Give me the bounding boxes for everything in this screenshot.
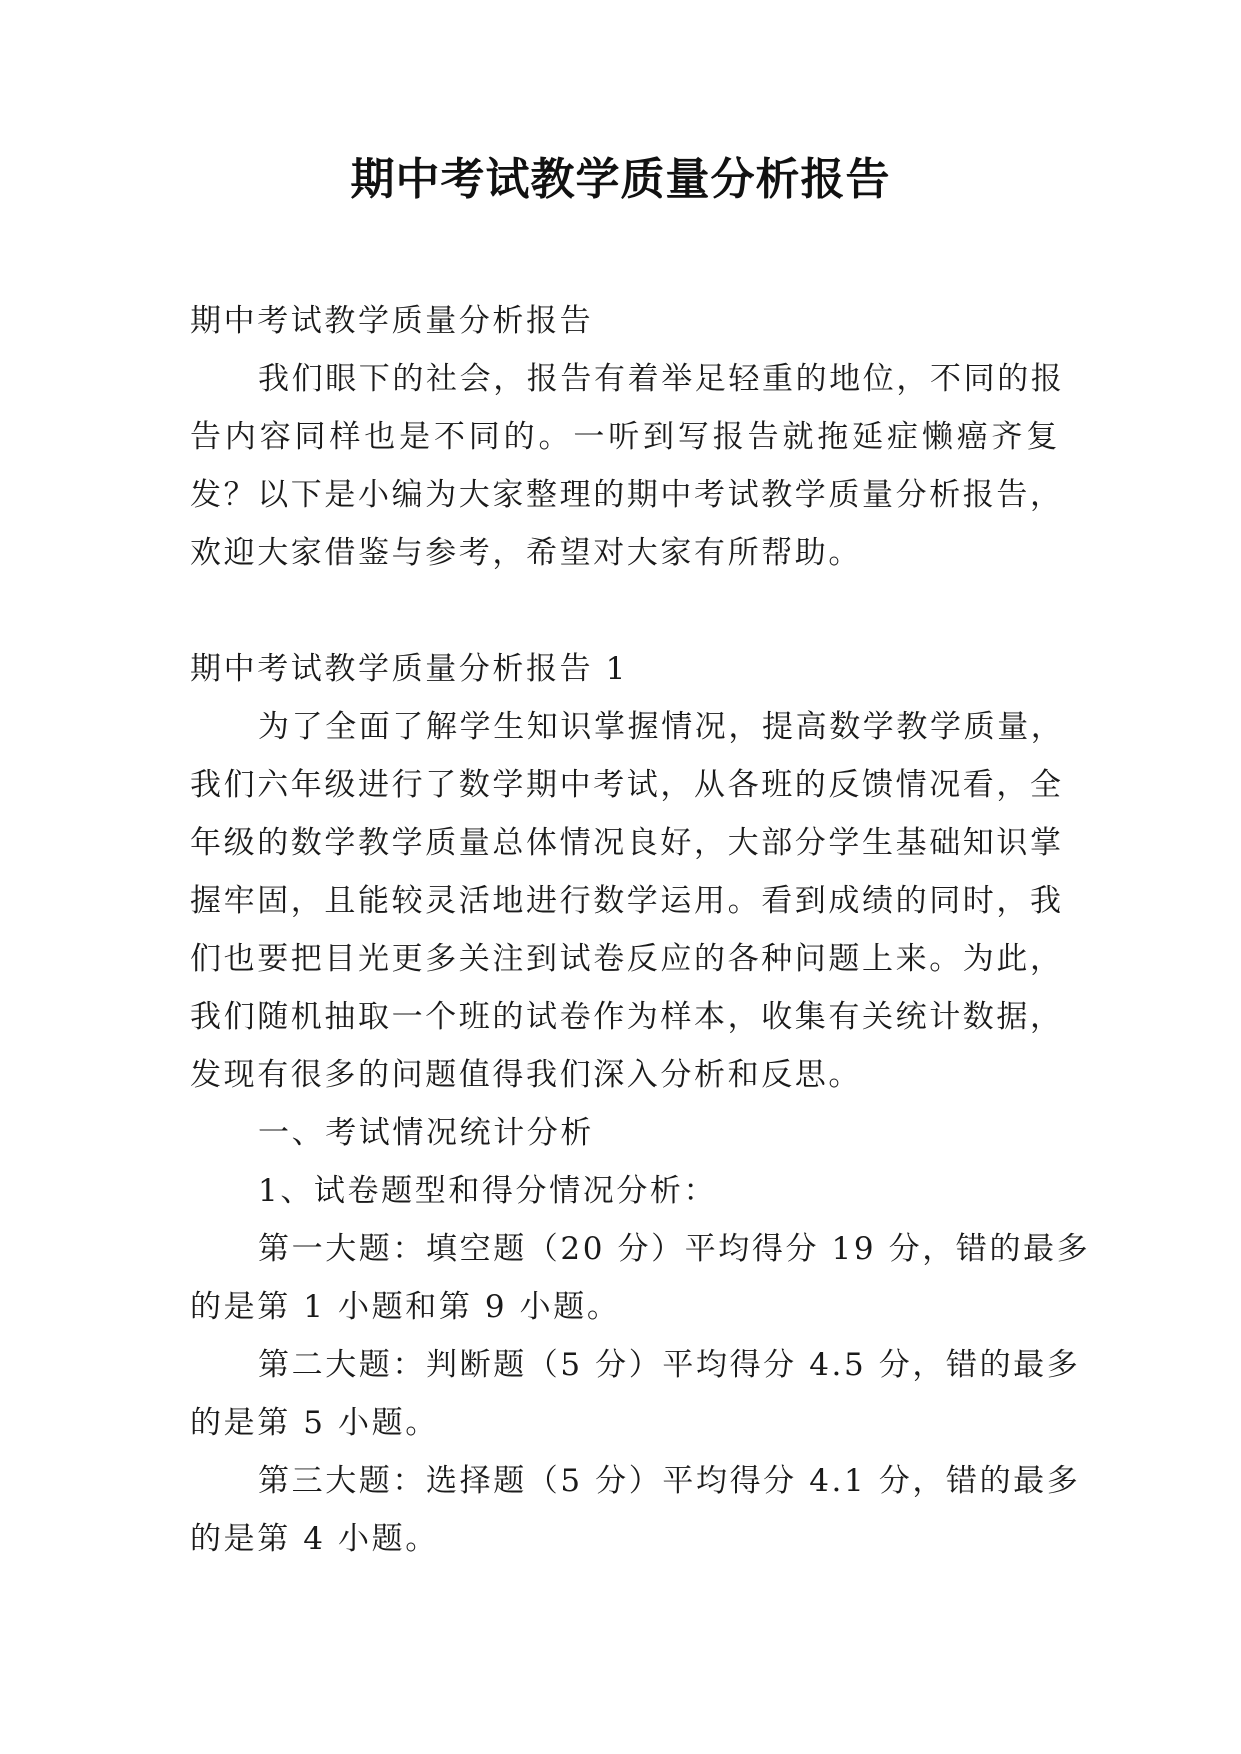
- paragraph-line: 我们六年级进行了数学期中考试，从各班的反馈情况看，全: [190, 767, 1064, 803]
- paragraph-gap: [190, 582, 1060, 640]
- paragraph-line: 的是第 4 小题。: [190, 1521, 439, 1557]
- paragraph-line: 们也要把目光更多关注到试卷反应的各种问题上来。为此，: [190, 941, 1064, 977]
- subsection-heading: 一、考试情况统计分析: [258, 1115, 594, 1151]
- paragraph-line: 告内容同样也是不同的。一听到写报告就拖延症懒癌齐复: [190, 419, 1060, 455]
- paragraph-line: 第二大题：判断题（5 分）平均得分 4.5 分，错的最多: [258, 1347, 1081, 1383]
- paragraph-line: 发？以下是小编为大家整理的期中考试教学质量分析报告，: [190, 477, 1064, 513]
- paragraph-line: 第一大题：填空题（20 分）平均得分 19 分，错的最多: [258, 1231, 1091, 1267]
- paragraph-line: 第三大题：选择题（5 分）平均得分 4.1 分，错的最多: [258, 1463, 1081, 1499]
- paragraph-line: 我们随机抽取一个班的试卷作为样本，收集有关统计数据，: [190, 999, 1064, 1035]
- subsection-heading: 1、试卷题型和得分情况分析：: [258, 1173, 718, 1209]
- paragraph-line: 的是第 5 小题。: [190, 1405, 439, 1441]
- section-heading-report-1: 期中考试教学质量分析报告 1: [190, 651, 628, 687]
- paragraph-line: 欢迎大家借鉴与参考，希望对大家有所帮助。: [190, 535, 862, 571]
- paragraph-line: 为了全面了解学生知识掌握情况，提高数学教学质量，: [258, 709, 1065, 745]
- paragraph-line: 的是第 1 小题和第 9 小题。: [190, 1289, 621, 1325]
- document-body: [190, 292, 1091, 1568]
- paragraph-line: 我们眼下的社会，报告有着举足轻重的地位，不同的报: [258, 361, 1065, 397]
- document-title: 期中考试教学质量分析报告: [350, 154, 891, 205]
- paragraph-line: 发现有很多的问题值得我们深入分析和反思。: [190, 1057, 862, 1093]
- paragraph-line: 握牢固，且能较灵活地进行数学运用。看到成绩的同时，我: [190, 883, 1064, 919]
- section-heading-intro: 期中考试教学质量分析报告: [190, 303, 594, 339]
- paragraph-line: 年级的数学教学质量总体情况良好，大部分学生基础知识掌: [190, 825, 1064, 861]
